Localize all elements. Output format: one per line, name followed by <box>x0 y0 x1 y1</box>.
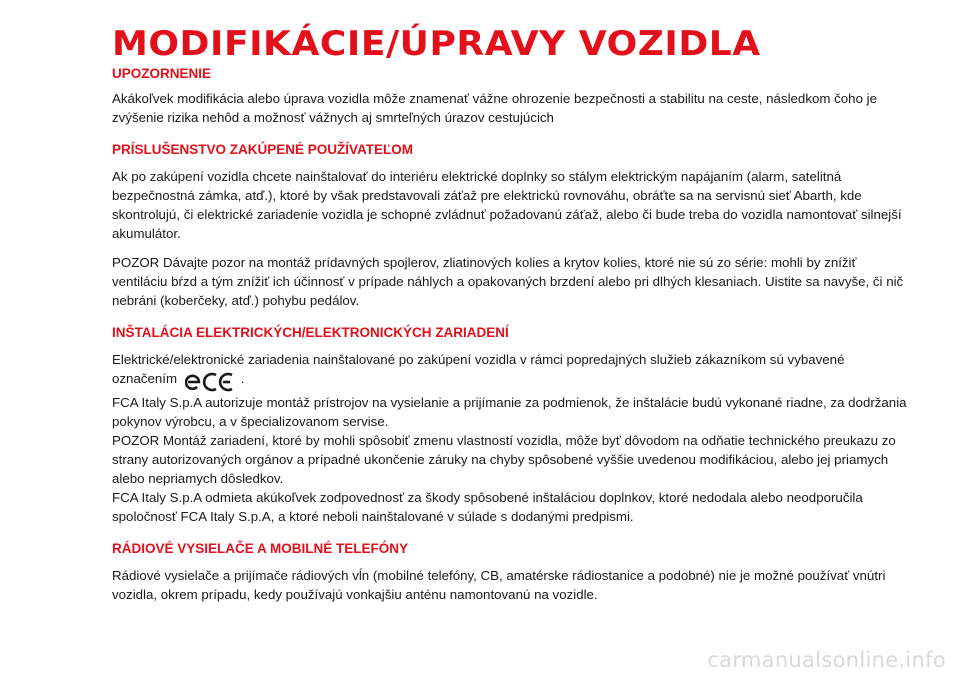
e-ce-mark-icon <box>185 371 237 393</box>
heading-instalacia: INŠTALÁCIA ELEKTRICKÝCH/ELEKTRONICKÝCH ZARIADENÍ <box>112 325 509 340</box>
heading-prislusenstvo: PRÍSLUŠENSTVO ZAKÚPENÉ POUŽÍVATEĽOM <box>112 142 414 157</box>
heading-upozornenie: UPOZORNENIE <box>112 66 212 81</box>
paragraph-instalacia <box>112 350 908 526</box>
instalacia-zodpovednost: FCA Italy S.p.A odmieta akúkoľvek zodpovednosť za škody spôsobené inštaláciou doplnkov, ktoré nedodala alebo neodporučila spoločnosť FCA Italy S.p.A, a ktoré neboli nainštalované v súlade s dodanými predpismi. <box>112 490 863 524</box>
paragraph-upozornenie: Akákoľvek modifikácia alebo úprava vozidla môže znamenať vážne ohrozenie bezpečnosti a stabilitu na ceste, následkom čoho je zvýšenie rizika nehôd a možnosť vážnych aj smrteľných úrazov cestujúcich <box>112 91 878 125</box>
instalacia-pozor: POZOR Montáž zariadení, ktoré by mohli spôsobiť zmenu vlastností vozidla, môže byť dôvodom na odňatie technického preukazu zo strany autorizovaných orgánov a prípadné ukončenie záruky na chyby spôsobené vyššie uvedenou modifikáciou, alebo jej priamych alebo nepriamych dôsledkov. <box>112 433 896 486</box>
instalacia-autorizacia: FCA Italy S.p.A autorizuje montáž prístrojov na vysielanie a prijímanie za podmienok, že inštalácie budú vykonané riadne, za dodržania pokynov výrobcu, a v špecializovanom servise. <box>112 395 907 429</box>
paragraph-prislusenstvo: Ak po zakúpení vozidla chcete nainštalovať do interiéru elektrické doplnky so stálym elektrickým napájaním (alarm, satelitná bezpečnostná zámka, atď.), ktoré by však predstavovali záťaž pre elektrickú rovnováhu, obráťte sa na servisnú sieť Abarth, kde skontrolujú, či elektrické zariadenie vozidla je schopné zvládnuť požadovanú záťaž, alebo či bude treba do vozidla namontovať silnejší akumulátor. <box>112 169 902 241</box>
watermark: carmanualsonline.info <box>707 648 946 672</box>
paragraph-pozor-spojlery: POZOR Dávajte pozor na montáž prídavných spojlerov, zliatinových kolies a krytov kolies, ktoré nie sú zo série: mohli by znížiť ventiláciu bŕzd a tým znížiť ich účinnosť v prípade náhlych a opakovaných brzdení alebo pri dlhých klesaniach. Uistite sa navyše, či nič nebráni (koberčeky, atď.) pohybu pedálov. <box>112 255 904 308</box>
paragraph-radio: Rádiové vysielače a prijímače rádiových vĺn (mobilné telefóny, CB, amatérske rádiostanice a podobné) nie je možné používať vnútri vozidla, okrem prípadu, kedy používajú vonkajšiu anténu namontovanú na vozidle. <box>112 568 886 602</box>
instalacia-line2-prefix: označením <box>112 371 178 386</box>
manual-page <box>112 24 908 604</box>
page-title: MODIFIKÁCIE/ÚPRAVY VOZIDLA <box>112 24 761 64</box>
instalacia-line1: Elektrické/elektronické zariadenia nainštalované po zakúpení vozidla v rámci popredajných služieb zákazníkom sú vybavené <box>112 352 845 367</box>
heading-radio: RÁDIOVÉ VYSIELAČE A MOBILNÉ TELEFÓNY <box>112 541 409 556</box>
instalacia-line2-suffix: . <box>240 371 245 386</box>
